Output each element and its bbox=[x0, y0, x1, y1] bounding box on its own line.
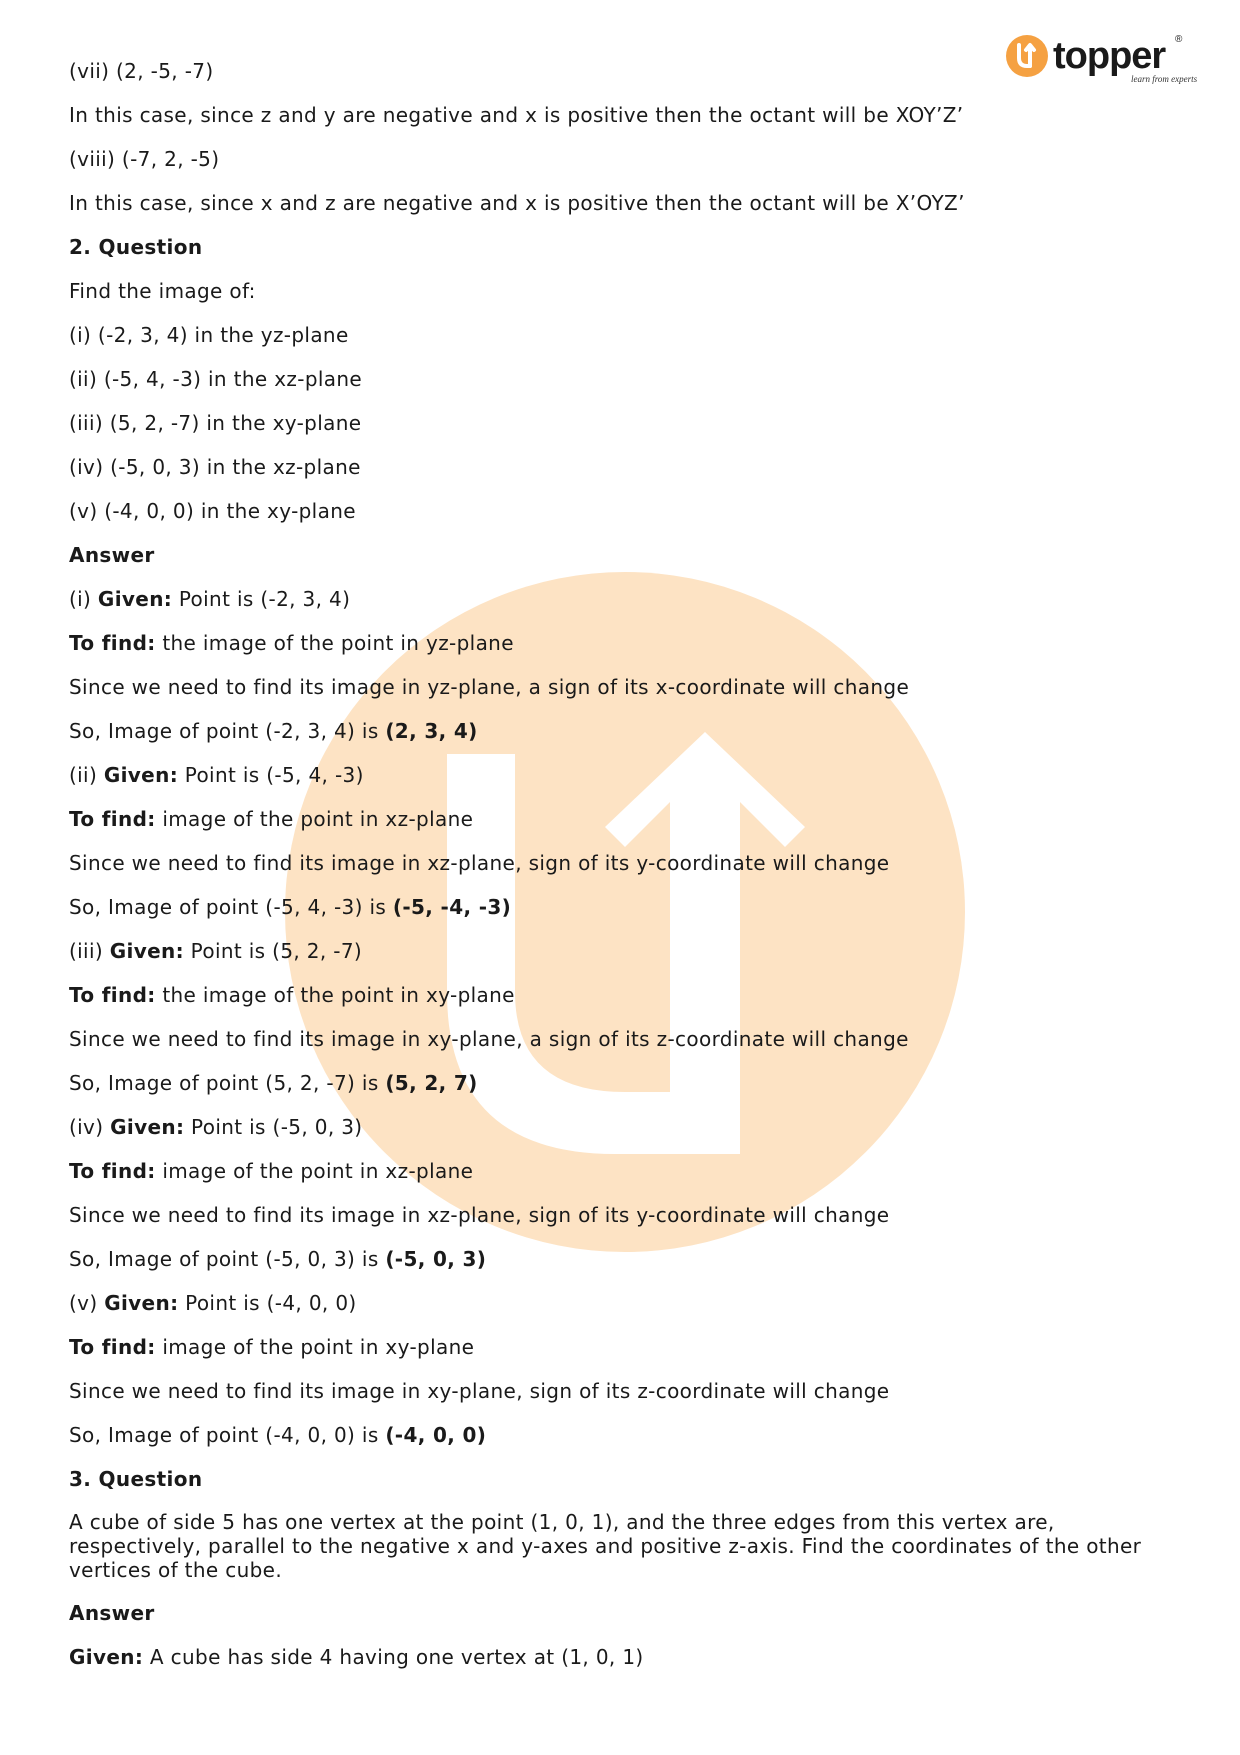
line-text: A cube has side 4 having one vertex at (1, 0, 1) bbox=[143, 1645, 644, 1669]
text-line: Since we need to find its image in yz-plane, a sign of its x-coordinate will change bbox=[69, 675, 910, 699]
logo-registered-mark: ® bbox=[1175, 34, 1183, 45]
line-text: the image of the point in xy-plane bbox=[155, 983, 515, 1007]
item-number: (v) bbox=[69, 1291, 105, 1315]
labeled-line bbox=[69, 806, 1179, 832]
result-text: So, Image of point (-4, 0, 0) is bbox=[69, 1423, 386, 1447]
text-line: (i) (-2, 3, 4) in the yz-plane bbox=[69, 323, 349, 347]
result-line bbox=[69, 1422, 1179, 1448]
labeled-line bbox=[69, 1644, 1179, 1670]
result-line bbox=[69, 894, 1179, 920]
item-number: (i) bbox=[69, 587, 98, 611]
text-line: Find the image of: bbox=[69, 279, 256, 303]
line-text: the image of the point in yz-plane bbox=[155, 631, 514, 655]
document-content bbox=[69, 58, 1179, 1688]
labeled-line bbox=[69, 1290, 1179, 1316]
text-line: Since we need to find its image in xz-plane, sign of its y-coordinate will change bbox=[69, 851, 890, 875]
item-number: (iii) bbox=[69, 939, 110, 963]
question-text: A cube of side 5 has one vertex at the point (1, 0, 1), and the three edges from this vertex are, respectively, parallel to the negative x and y-axes and positive z-axis. Find the coordinates of the other vertices of the cube. bbox=[69, 1510, 1142, 1582]
section-heading: 2. Question bbox=[69, 235, 203, 259]
logo-circle bbox=[1006, 35, 1048, 77]
text-line: (vii) (2, -5, -7) bbox=[69, 59, 214, 83]
result-value: (-5, 0, 3) bbox=[385, 1247, 487, 1271]
item-number: (iv) bbox=[69, 1115, 111, 1139]
text-line: In this case, since z and y are negative and x is positive then the octant will be XOY’Z’ bbox=[69, 103, 964, 127]
line-label: Given: bbox=[109, 939, 184, 963]
topper-logo bbox=[1005, 28, 1205, 92]
line-label: To find: bbox=[69, 1159, 156, 1183]
text-line: Since we need to find its image in xz-plane, sign of its y-coordinate will change bbox=[69, 1203, 890, 1227]
line-text: Point is (-5, 4, -3) bbox=[178, 763, 364, 787]
result-text: So, Image of point (5, 2, -7) is bbox=[69, 1071, 386, 1095]
result-text: So, Image of point (-5, 0, 3) is bbox=[69, 1247, 386, 1271]
line-text: Point is (-4, 0, 0) bbox=[178, 1291, 357, 1315]
result-text: So, Image of point (-5, 4, -3) is bbox=[69, 895, 393, 919]
result-line bbox=[69, 1246, 1179, 1272]
line-label: Given: bbox=[104, 1291, 179, 1315]
text-line: (iv) (-5, 0, 3) in the xz-plane bbox=[69, 455, 361, 479]
result-text: So, Image of point (-2, 3, 4) is bbox=[69, 719, 386, 743]
result-line bbox=[69, 1070, 1179, 1096]
line-text: image of the point in xy-plane bbox=[155, 1335, 475, 1359]
logo-brand-text: topper bbox=[1053, 35, 1166, 77]
text-line: In this case, since x and z are negative and x is positive then the octant will be X’OYZ’ bbox=[69, 191, 965, 215]
line-label: Given: bbox=[103, 763, 179, 787]
labeled-line bbox=[69, 586, 1179, 612]
topper-logo-mark bbox=[1005, 28, 1205, 92]
labeled-line bbox=[69, 982, 1179, 1008]
result-value: (2, 3, 4) bbox=[385, 719, 478, 743]
section-heading: 3. Question bbox=[69, 1467, 203, 1491]
line-label: Given: bbox=[69, 1645, 144, 1669]
labeled-line bbox=[69, 1158, 1179, 1184]
text-line: Since we need to find its image in xy-plane, sign of its z-coordinate will change bbox=[69, 1379, 890, 1403]
line-text: image of the point in xz-plane bbox=[155, 1159, 474, 1183]
logo-tagline: learn from experts bbox=[1131, 74, 1198, 84]
line-text: image of the point in xz-plane bbox=[155, 807, 474, 831]
labeled-line bbox=[69, 630, 1179, 656]
line-text: Point is (5, 2, -7) bbox=[183, 939, 363, 963]
labeled-line bbox=[69, 1334, 1179, 1360]
labeled-line bbox=[69, 938, 1179, 964]
text-line: (v) (-4, 0, 0) in the xy-plane bbox=[69, 499, 356, 523]
labeled-line bbox=[69, 762, 1179, 788]
section-heading: Answer bbox=[69, 1601, 155, 1625]
line-label: To find: bbox=[69, 631, 156, 655]
line-label: Given: bbox=[110, 1115, 185, 1139]
result-value: (5, 2, 7) bbox=[385, 1071, 478, 1095]
text-line: (iii) (5, 2, -7) in the xy-plane bbox=[69, 411, 362, 435]
text-line: (ii) (-5, 4, -3) in the xz-plane bbox=[69, 367, 363, 391]
result-line bbox=[69, 718, 1179, 744]
result-value: (-5, -4, -3) bbox=[392, 895, 512, 919]
labeled-line bbox=[69, 1114, 1179, 1140]
line-label: To find: bbox=[69, 807, 156, 831]
text-line: Since we need to find its image in xy-plane, a sign of its z-coordinate will change bbox=[69, 1027, 909, 1051]
line-text: Point is (-5, 0, 3) bbox=[184, 1115, 363, 1139]
text-line: (viii) (-7, 2, -5) bbox=[69, 147, 220, 171]
item-number: (ii) bbox=[69, 763, 104, 787]
line-label: To find: bbox=[69, 1335, 156, 1359]
result-value: (-4, 0, 0) bbox=[385, 1423, 487, 1447]
line-text: Point is (-2, 3, 4) bbox=[172, 587, 351, 611]
section-heading: Answer bbox=[69, 543, 155, 567]
line-label: To find: bbox=[69, 983, 156, 1007]
line-label: Given: bbox=[97, 587, 173, 611]
